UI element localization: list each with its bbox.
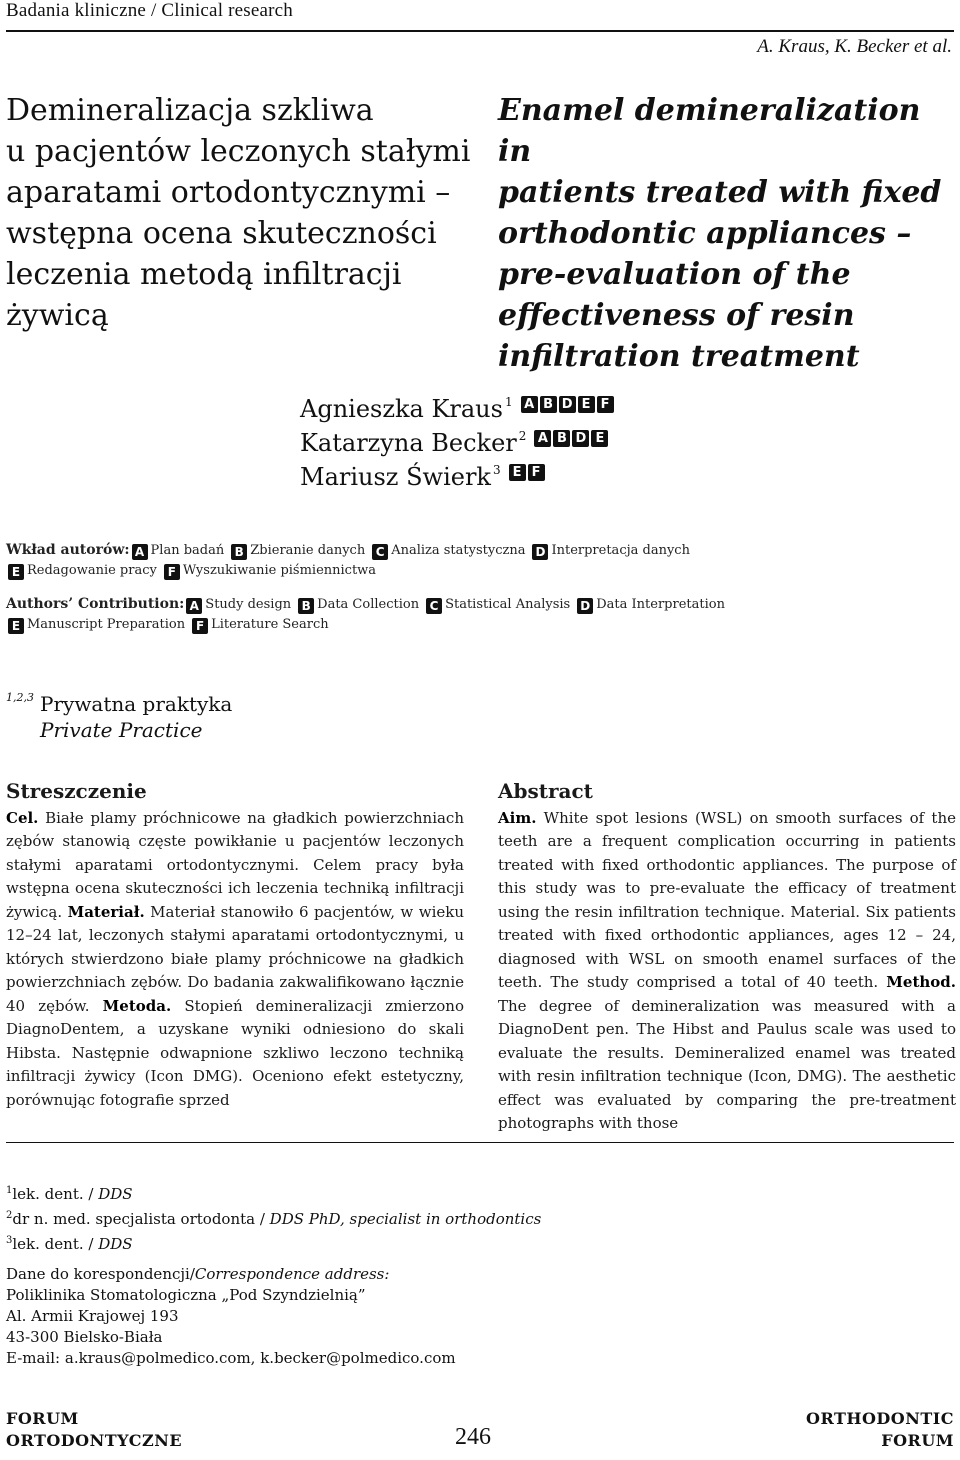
footnote-en: DDS: [98, 1235, 133, 1253]
correspondence-label: [6, 1264, 456, 1285]
footnote-pl: lek. dent.: [12, 1185, 84, 1203]
title-en-line: infiltration treatment: [498, 339, 860, 374]
title-polish: [6, 90, 476, 336]
author-role-codes: [521, 386, 616, 420]
contribution-text: Statistical Analysis: [445, 597, 571, 612]
title-pl-line: u pacjentów leczonych stałymi: [6, 134, 471, 169]
abstract-section-label: Cel.: [6, 808, 39, 827]
correspondence-line: 43-300 Bielsko-Biała: [6, 1328, 163, 1346]
author-name: Agnieszka Kraus: [300, 395, 503, 423]
contribution-item: [130, 543, 225, 558]
page-number: 246: [455, 1424, 491, 1450]
role-code-badge: B: [540, 396, 557, 413]
contribution-text: Interpretacja danych: [551, 543, 690, 558]
abstract-text: The degree of demineralization was measured with a DiagnoDent pen. The Hibst and Paulus scale was used to evaluate the results. Demineralized enamel was treated with resin infiltration technique (Icon, DMG). The aesthetic effect was evaluated by comparing the pre-treatment photographs with those: [498, 996, 956, 1132]
role-code-badge: E: [8, 618, 24, 634]
contribution-item: [296, 597, 419, 612]
abstract-section-label: Method.: [886, 973, 956, 991]
footnote-separator: /: [83, 1235, 99, 1253]
contribution-label: Wkład autorów:: [6, 542, 130, 558]
abstract-en-body: [498, 807, 956, 1136]
role-code-badge: B: [231, 544, 247, 560]
role-code-badge: A: [521, 396, 538, 413]
contribution-text: Study design: [205, 597, 292, 612]
abstract-en-heading: Abstract: [498, 779, 593, 803]
correspondence: [6, 1264, 456, 1369]
title-en-line: effectiveness of resin: [498, 298, 855, 333]
role-code-badge: E: [8, 564, 24, 580]
footnote: [6, 1230, 541, 1255]
affiliation-en: Private Practice: [40, 718, 203, 742]
contribution-text: Wyszukiwanie piśmiennictwa: [182, 563, 377, 578]
contribution-item: [229, 543, 365, 558]
author: [300, 385, 616, 423]
running-authors: A. Kraus, K. Becker et al.: [757, 36, 952, 57]
contribution-text: Analiza statystyczna: [391, 543, 526, 558]
contribution-item: [6, 617, 185, 632]
abstract-pl-body: [6, 807, 464, 1113]
role-code-badge: C: [372, 544, 388, 560]
abstract-text: Materiał stanowiło 6 pacjentów, w wieku 12–24 lat, leczonych stałymi aparatami ortodontycznymi, u których stwierdzono białe plamy próchnicowe na gładkich powierzchniach zębów. Do badania zakwalifikowano łącznie 40 zębów.: [6, 902, 464, 1015]
author-affiliation-number: 3: [492, 463, 501, 477]
author: [300, 453, 616, 491]
affiliation-marker: 1,2,3: [6, 691, 34, 704]
correspondence-line: Al. Armii Krajowej 193: [6, 1307, 179, 1325]
title-en-line: Enamel demineralization in: [498, 93, 921, 169]
title-pl-line: wstępna ocena skuteczności: [6, 216, 437, 251]
correspondence-line: Poliklinika Stomatologiczna „Pod Szyndzielnią”: [6, 1286, 366, 1304]
footnote-separator: /: [83, 1185, 99, 1203]
contribution-text: Manuscript Preparation: [27, 617, 186, 632]
abstract-section-label: Metoda.: [102, 996, 172, 1015]
contribution-item: [575, 597, 725, 612]
footer-right-line: FORUM: [881, 1431, 954, 1450]
title-pl-line: aparatami ortodontycznymi –: [6, 175, 451, 210]
author-role-codes: [509, 454, 547, 488]
correspondence-label-en: Correspondence address:: [194, 1265, 390, 1283]
role-code-badge: F: [164, 564, 180, 580]
title-en-line: patients treated with fixed: [498, 175, 942, 210]
contribution-text: Redagowanie pracy: [27, 563, 157, 578]
author-affiliation-number: 2: [518, 429, 527, 443]
role-code-badge: F: [597, 396, 614, 413]
contribution-legend-en: [6, 594, 956, 635]
author-name: Katarzyna Becker: [300, 429, 517, 457]
correspondence-email: E-mail: a.kraus@polmedico.com, k.becker@polmedico.com: [6, 1349, 456, 1367]
author-affiliation-number: 1: [504, 395, 513, 409]
footnote-pl: lek. dent.: [12, 1235, 84, 1253]
role-code-badge: D: [532, 544, 548, 560]
role-code-badge: E: [578, 396, 595, 413]
footnote-number: 1: [6, 1185, 13, 1196]
role-code-badge: D: [559, 396, 576, 413]
role-code-badge: A: [132, 544, 148, 560]
role-code-badge: E: [509, 464, 526, 481]
title-pl-line: leczenia metodą infiltracji: [6, 257, 402, 292]
contribution-item: [424, 597, 570, 612]
footnote: [6, 1180, 541, 1205]
abstract-text: Stopień demineralizacji zmierzono DiagnoDentem, a uzyskane wyniki odniesiono do skali Hibsta. Następnie odwapnione szkliwo leczono techniką infiltracji żywicy (Icon DMG). Oceniono efekt estetyczny, porównując fotografie sprzed: [6, 996, 464, 1109]
role-code-badge: F: [192, 618, 208, 634]
footnote-number: 3: [6, 1235, 13, 1246]
author: [300, 419, 616, 457]
author-role-codes: [534, 420, 610, 454]
abstract-section-label: Materiał.: [67, 902, 145, 921]
abstract-pl-heading: Streszczenie: [6, 779, 147, 803]
footer-right-line: ORTHODONTIC: [806, 1409, 954, 1428]
footnote-separator: /: [255, 1210, 270, 1228]
title-english: [498, 90, 958, 377]
footer-left-line: FORUM: [6, 1409, 79, 1428]
author-name: Mariusz Świerk: [300, 463, 491, 491]
affiliation-pl: Prywatna praktyka: [40, 692, 233, 716]
footer-journal-pl: [6, 1408, 182, 1452]
title-pl-line: żywicą: [6, 298, 109, 333]
contribution-text: Data Interpretation: [596, 597, 725, 612]
footnote-number: 2: [6, 1210, 13, 1221]
abstract-text: White spot lesions (WSL) on smooth surfaces of the teeth are a frequent complication occurring in patients treated with fixed orthodontic appliances. The purpose of this study was to pre-evaluate the efficacy of treatment using the resin infiltration technique. Material. Six patients treated with fixed orthodontic appliances, ages 12 – 24, diagnosed with WSL on smooth enamel surfaces of the teeth. The study comprised a total of 40 teeth.: [498, 808, 956, 991]
footnote: [6, 1205, 541, 1230]
abstract-text: Białe plamy próchnicowe na gładkich powierzchniach zębów stanowią częste powikłanie u pacjentów leczonych stałymi aparatami ortodontycznymi. Celem pracy była wstępna ocena skuteczności ich leczenia techniką infiltracji żywicą.: [6, 808, 464, 921]
abstract-en: [498, 780, 956, 1136]
role-code-badge: E: [591, 430, 608, 447]
abstract-section-label: Aim.: [498, 808, 537, 827]
footer-left-line: ORTODONTYCZNE: [6, 1431, 183, 1450]
footnotes: [6, 1180, 541, 1255]
contribution-item: [162, 563, 376, 578]
role-code-badge: D: [572, 430, 589, 447]
contribution-label: Authors’ Contribution:: [6, 596, 185, 612]
contribution-text: Zbieranie danych: [250, 543, 366, 558]
title-pl-line: Demineralizacja szkliwa: [6, 93, 374, 128]
abstract-pl: [6, 780, 464, 1112]
contribution-text: Plan badań: [150, 543, 225, 558]
role-code-badge: A: [186, 598, 202, 614]
role-code-badge: A: [534, 430, 551, 447]
footer-journal-en: [806, 1408, 954, 1452]
contribution-legend-pl: [6, 540, 956, 581]
footnote-en: DDS: [98, 1185, 133, 1203]
contribution-item: [184, 597, 291, 612]
author-list: [300, 385, 616, 491]
correspondence-label-pl: Dane do korespondencji/: [6, 1265, 195, 1283]
top-rule: [6, 30, 954, 32]
role-code-badge: F: [528, 464, 545, 481]
role-code-badge: B: [553, 430, 570, 447]
contribution-item: [6, 563, 157, 578]
contribution-text: Literature Search: [211, 617, 329, 632]
footnote-pl: dr n. med. specjalista ortodonta: [12, 1210, 256, 1228]
role-code-badge: C: [426, 598, 442, 614]
title-en-line: orthodontic appliances –: [498, 216, 912, 251]
contribution-text: Data Collection: [317, 597, 420, 612]
footnote-rule: [6, 1142, 954, 1143]
footnote-en: DDS PhD, specialist in orthodontics: [269, 1210, 542, 1228]
title-en-line: pre-evaluation of the: [498, 257, 851, 292]
contribution-item: [190, 617, 329, 632]
affiliation: [6, 685, 232, 743]
role-code-badge: D: [577, 598, 593, 614]
section-label: Badania kliniczne / Clinical research: [6, 0, 294, 21]
contribution-item: [370, 543, 525, 558]
contribution-item: [530, 543, 689, 558]
role-code-badge: B: [298, 598, 314, 614]
